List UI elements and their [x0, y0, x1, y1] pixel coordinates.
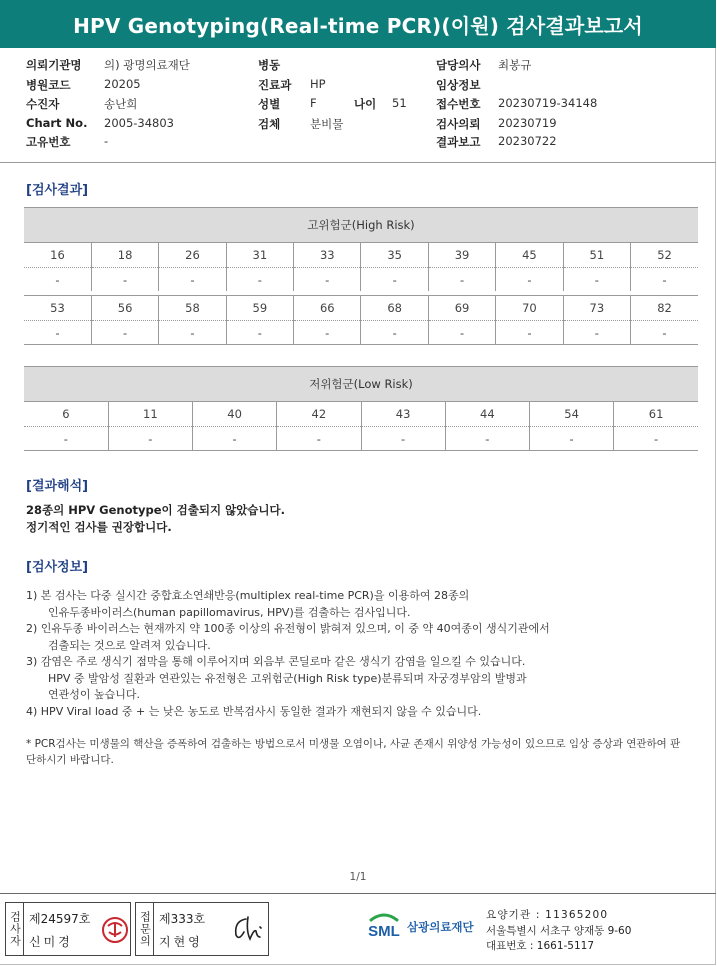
- hpv-result-cell: -: [563, 268, 630, 292]
- doctor-label: 담당의사: [436, 58, 481, 72]
- request-value: 20230719: [498, 116, 557, 130]
- test-info-line: 검출되는 것으로 알려져 있습니다.: [48, 638, 211, 652]
- clinical-label: 임상정보: [436, 78, 481, 92]
- age-value: 51: [392, 96, 407, 110]
- hpv-result-cell: -: [530, 427, 614, 451]
- confirmer-label: 접문의: [136, 903, 154, 955]
- hpv-type-cell: 16: [24, 243, 91, 268]
- specimen-label: 검체: [258, 117, 281, 131]
- hpv-type-cell: 39: [428, 243, 495, 268]
- lab-code: 요양기관 : 11365200: [486, 909, 609, 921]
- examinee-value: 송난희: [104, 97, 138, 111]
- hpv-type-cell: 33: [294, 243, 361, 268]
- hpv-type-cell: 68: [361, 296, 428, 321]
- hpv-type-cell: 52: [631, 243, 698, 268]
- test-info-line: HPV 중 발암성 질환과 연관있는 유전형은 고위험군(High Risk type)분류되며 자궁경부암의 발병과: [48, 671, 527, 685]
- hpv-type-cell: 56: [91, 296, 158, 321]
- hpv-type-cell: 42: [277, 402, 361, 427]
- chart-label: Chart No.: [26, 116, 88, 130]
- confirmer-box: [135, 902, 269, 956]
- hpv-result-cell: -: [193, 427, 277, 451]
- hpv-result-cell: -: [631, 268, 698, 292]
- examiner-name: 신미경: [29, 935, 73, 949]
- hpv-type-cell: 35: [361, 243, 428, 268]
- hpv-type-cell: 53: [24, 296, 91, 321]
- results-section-title: [검사결과]: [26, 183, 89, 198]
- receipt-value: 20230719-34148: [498, 96, 598, 110]
- test-info-list: [26, 588, 686, 720]
- examiner-seal-stamp: [100, 915, 130, 945]
- hpv-result-cell: -: [294, 268, 361, 292]
- institution-value: 의) 광명의료재단: [104, 58, 190, 72]
- hpv-result-cell: -: [445, 427, 529, 451]
- interpretation-line-1: 28종의 HPV Genotype이 검출되지 않았습니다.: [26, 503, 285, 517]
- test-info-line: 1) 본 검사는 다중 실시간 중합효소연쇄반응(multiplex real-time PCR)을 이용하여 28종의: [26, 589, 470, 602]
- hpv-result-cell: -: [361, 427, 445, 451]
- pcr-footnote: * PCR검사는 미생물의 핵산을 증폭하여 검출하는 방법으로서 미생물 오염이나, 사균 존재시 위양성 가능성이 있으므로 임상 증상과 연관하여 판단하시기 바랍니다.: [26, 738, 681, 766]
- examiner-license-no: 제24597호: [29, 912, 91, 926]
- examiner-box: [5, 902, 131, 956]
- sex-label: 성별: [258, 97, 281, 111]
- sex-value: F: [310, 96, 317, 110]
- ward-label: 병동: [258, 58, 281, 72]
- hpv-result-cell: -: [24, 321, 91, 345]
- hpv-type-cell: 70: [496, 296, 563, 321]
- hpv-result-cell: -: [614, 427, 698, 451]
- lab-contact: [486, 908, 631, 955]
- dept-value: HP: [310, 77, 326, 91]
- confirmer-license-no: 제333호: [159, 912, 206, 926]
- low-risk-header: 저위험군(Low Risk): [24, 367, 698, 402]
- request-label: 검사의뢰: [436, 117, 481, 131]
- hpv-result-cell: -: [361, 321, 428, 345]
- interpretation-text: [26, 502, 285, 536]
- hpv-result-cell: -: [496, 268, 563, 292]
- hospital-code-label: 병원코드: [26, 78, 71, 92]
- sml-logo-text: SML: [368, 923, 400, 940]
- hpv-type-cell: 73: [563, 296, 630, 321]
- report-date-value: 20230722: [498, 134, 557, 148]
- hpv-result-cell: -: [108, 427, 192, 451]
- hpv-type-cell: 51: [563, 243, 630, 268]
- hpv-result-cell: -: [496, 321, 563, 345]
- sml-logo: [365, 908, 474, 946]
- hospital-code-value: 20205: [104, 77, 141, 91]
- hpv-result-cell: -: [361, 268, 428, 292]
- test-info-line: 연관성이 높습니다.: [48, 688, 141, 701]
- unique-value: -: [104, 134, 109, 148]
- specimen-value: 분비물: [310, 117, 344, 131]
- hpv-type-cell: 26: [159, 243, 226, 268]
- hpv-type-cell: 43: [361, 402, 445, 427]
- test-info-line: 3) 감염은 주로 생식기 점막을 통해 이루어지며 외음부 콘딜로마 같은 생식기 감염을 일으킬 수 있습니다.: [26, 655, 526, 668]
- unique-label: 고유번호: [26, 135, 71, 149]
- test-info-section-title: [검사정보]: [26, 560, 89, 575]
- info-divider: [0, 162, 716, 163]
- hpv-type-cell: 18: [91, 243, 158, 268]
- dept-label: 진료과: [258, 78, 292, 92]
- hpv-result-cell: -: [294, 321, 361, 345]
- examiner-label: 검사자: [6, 903, 24, 955]
- hpv-type-cell: 54: [530, 402, 614, 427]
- hpv-type-cell: 61: [614, 402, 698, 427]
- lab-name: 삼광의료재단: [407, 920, 474, 934]
- age-label: 나이: [354, 97, 377, 111]
- interpretation-section-title: [결과해석]: [26, 479, 89, 494]
- hpv-result-cell: -: [226, 321, 293, 345]
- high-risk-header: 고위험군(High Risk): [24, 208, 698, 243]
- hpv-type-cell: 40: [193, 402, 277, 427]
- hpv-type-cell: 6: [24, 402, 108, 427]
- hpv-result-cell: -: [55, 272, 60, 287]
- institution-label: 의뢰기관명: [26, 58, 82, 72]
- lab-phone: 대표번호 : 1661-5117: [486, 940, 595, 952]
- chart-value: 2005-34803: [104, 116, 174, 130]
- hpv-result-cell: -: [159, 268, 226, 292]
- hpv-type-cell: 44: [445, 402, 529, 427]
- report-date-label: 결과보고: [436, 135, 481, 149]
- hpv-result-cell: -: [159, 321, 226, 345]
- interpretation-line-2: 정기적인 검사를 권장합니다.: [26, 520, 172, 534]
- lab-address: 서울특별시 서초구 양재동 9-60: [486, 924, 632, 937]
- sml-logo-mark: [365, 908, 403, 946]
- hpv-type-cell: 58: [159, 296, 226, 321]
- test-info-line: 2) 인유두종 바이러스는 현재까지 약 100종 이상의 유전형이 밝혀져 있으며, 이 중 약 40여종이 생식기관에서: [26, 622, 550, 635]
- hpv-result-cell: -: [563, 321, 630, 345]
- hpv-result-cell: -: [24, 427, 108, 451]
- hpv-result-cell: -: [277, 427, 361, 451]
- hpv-type-cell: 69: [428, 296, 495, 321]
- page-number: 1/1: [349, 871, 367, 883]
- hpv-result-cell: -: [428, 268, 495, 292]
- hpv-type-cell: 59: [226, 296, 293, 321]
- confirmer-name: 지현영: [159, 935, 203, 949]
- receipt-label: 접수번호: [436, 97, 481, 111]
- test-info-line: 4) HPV Viral load 중 + 는 낮은 농도로 반복검사시 동일한 결과가 재현되지 않을 수 있습니다.: [26, 704, 482, 718]
- high-risk-table: [24, 207, 698, 345]
- hpv-result-cell: -: [91, 321, 158, 345]
- hpv-type-cell: 66: [294, 296, 361, 321]
- footer-divider: [0, 893, 716, 894]
- confirmer-signature: [230, 913, 266, 945]
- hpv-result-cell: -: [91, 268, 158, 292]
- hpv-result-cell: -: [428, 321, 495, 345]
- hpv-type-cell: 45: [496, 243, 563, 268]
- report-title: HPV Genotyping(Real-time PCR)(이원) 검사결과보고서: [0, 0, 716, 48]
- test-info-line: 인유두종바이러스(human papillomavirus, HPV)를 검출하는 검사입니다.: [48, 605, 411, 619]
- hpv-type-cell: 82: [631, 296, 698, 321]
- examinee-label: 수진자: [26, 97, 60, 111]
- hpv-type-cell: 11: [108, 402, 192, 427]
- hpv-result-cell: -: [226, 268, 293, 292]
- low-risk-table: [24, 366, 698, 451]
- hpv-type-cell: 31: [226, 243, 293, 268]
- doctor-value: 최봉규: [498, 58, 532, 72]
- hpv-result-cell: -: [631, 321, 698, 345]
